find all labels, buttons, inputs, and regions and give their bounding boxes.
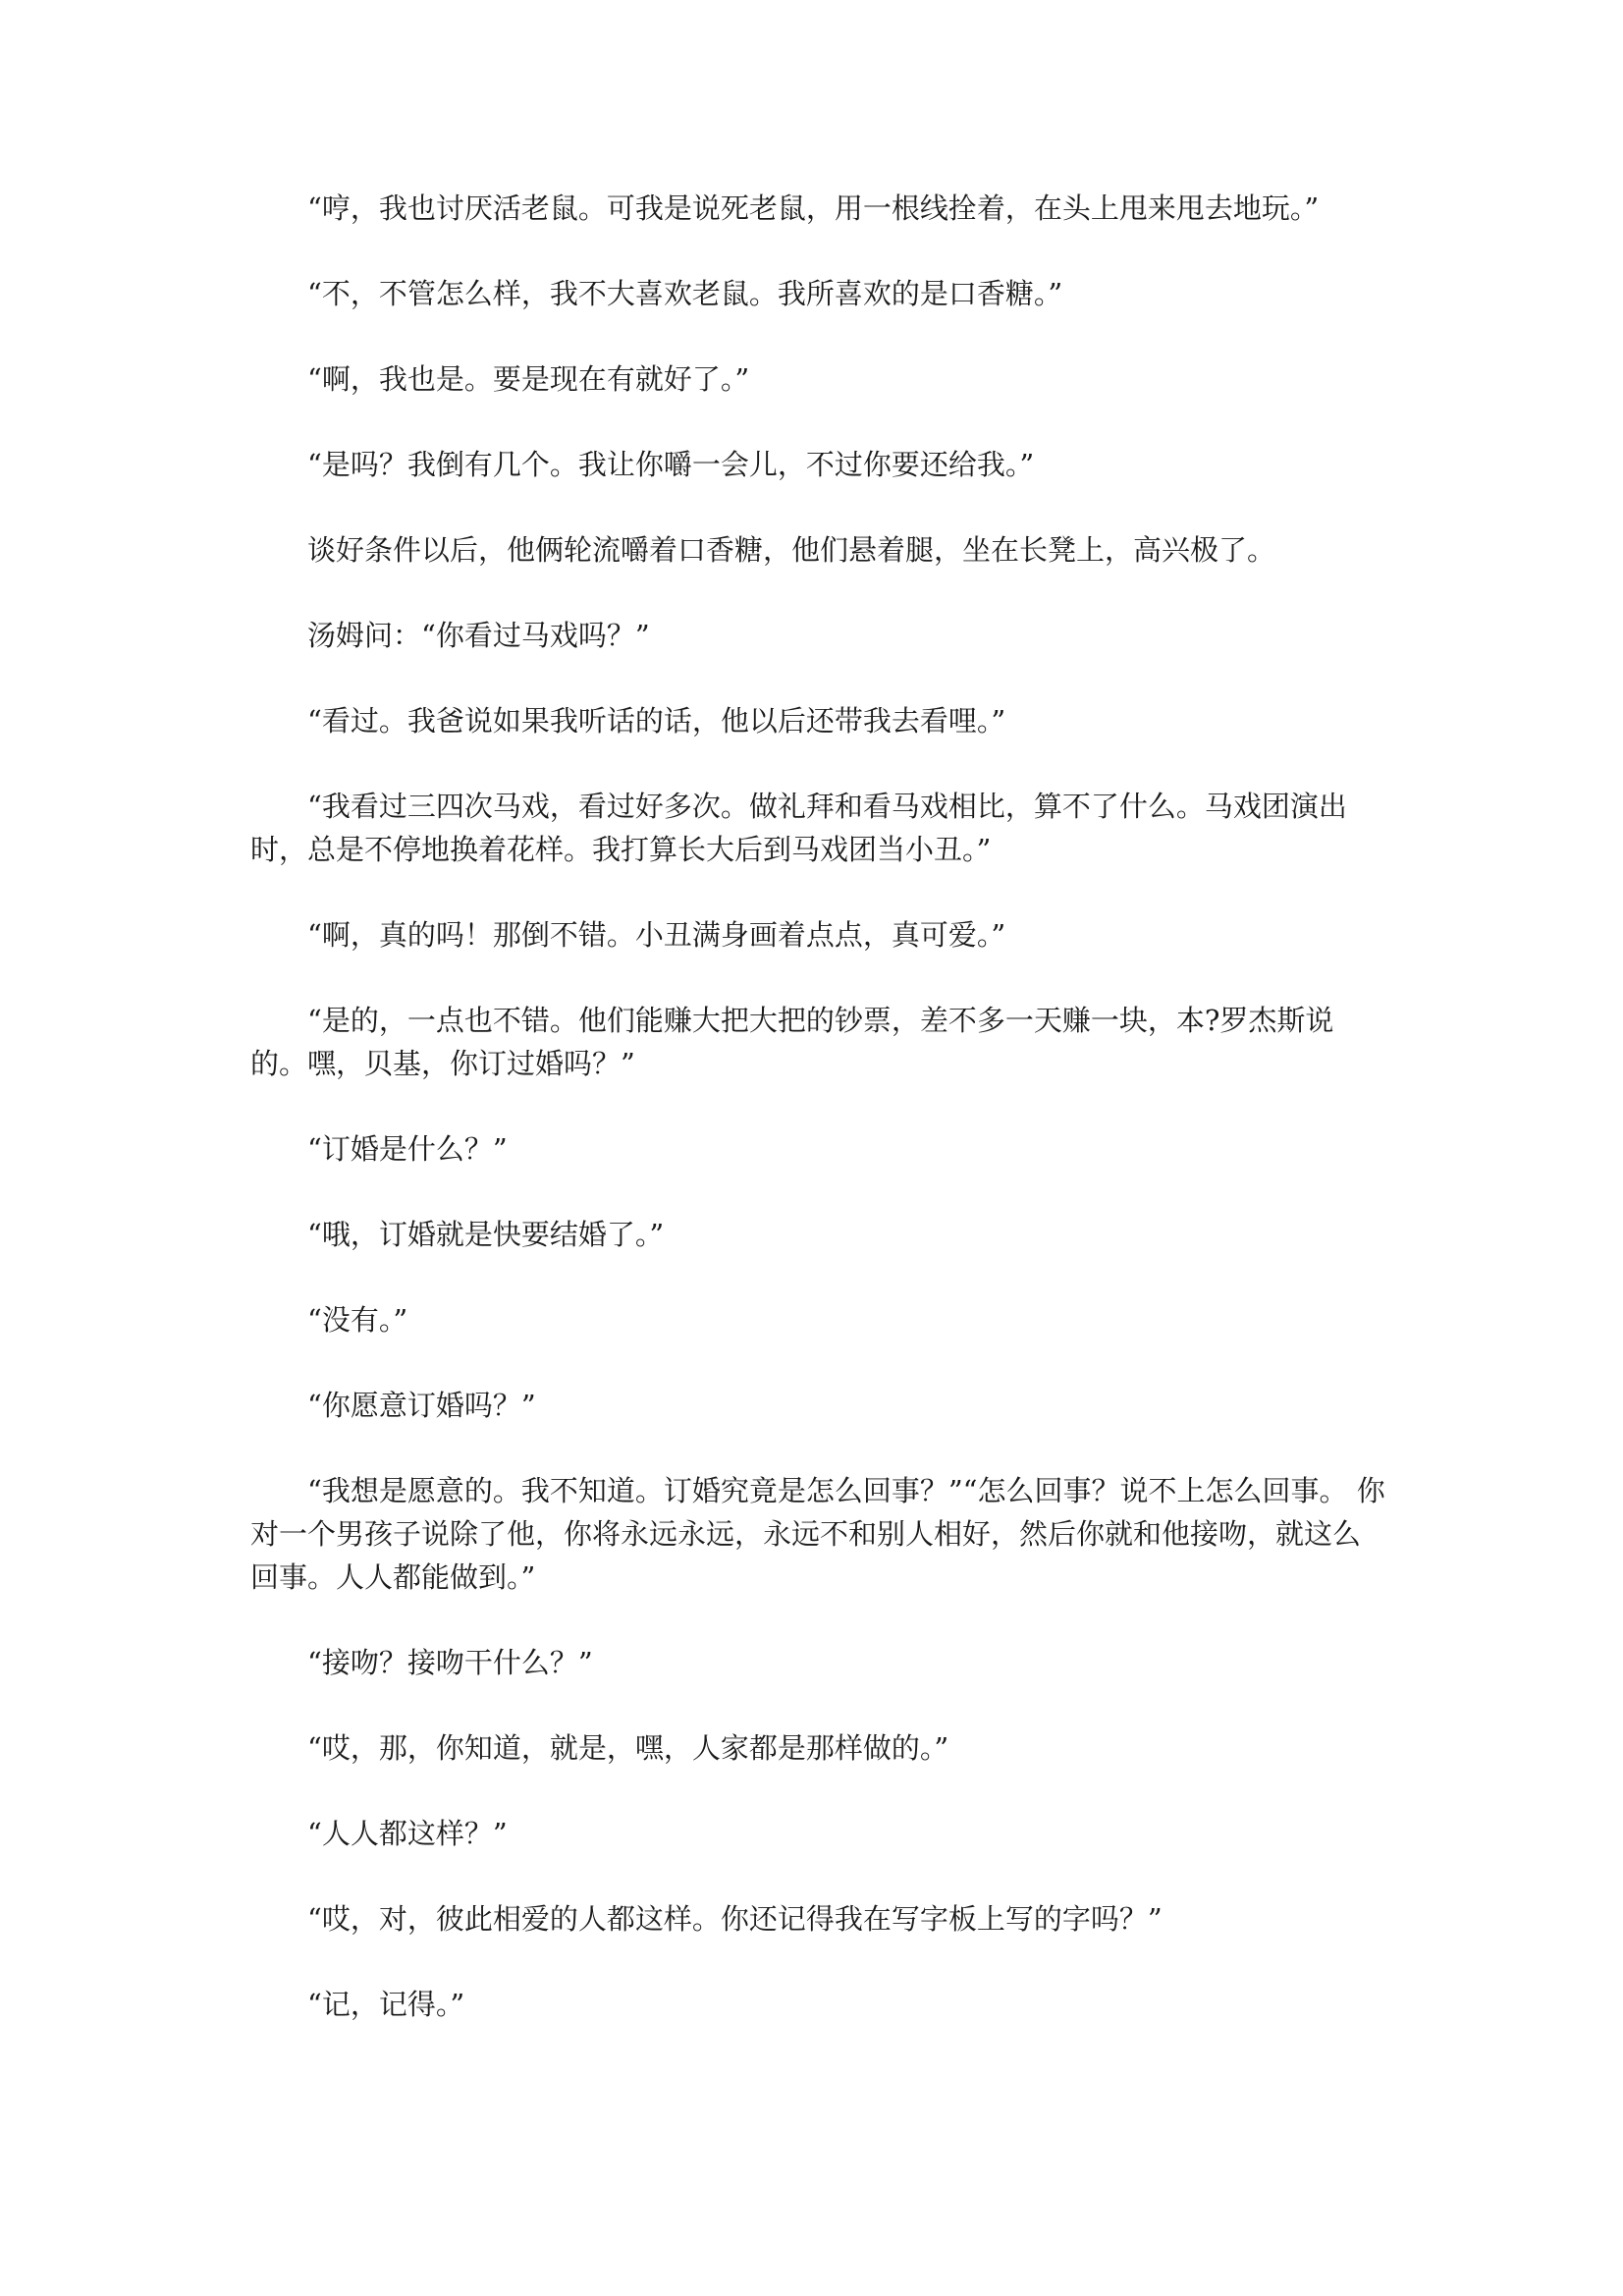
paragraph-18: “人人都这样？”	[307, 1817, 508, 1850]
paragraph-6: 汤姆问：“你看过马戏吗？”	[307, 619, 650, 652]
paragraph-3: “啊，我也是。要是现在有就好了。”	[307, 362, 750, 396]
paragraph-10: “是的，一点也不错。他们能赚大把大把的钞票，差不多一天赚一块，本?罗杰斯说 的。嘿，贝基，你订过婚吗？”	[250, 1004, 1334, 1080]
document-body	[250, 187, 1389, 2026]
paragraph-13: “没有。”	[307, 1303, 408, 1337]
paragraph-2: “不，不管怎么样，我不大喜欢老鼠。我所喜欢的是口香糖。”	[307, 277, 1063, 310]
paragraph-16: “接吻？接吻干什么？”	[307, 1646, 593, 1679]
paragraph-14: “你愿意订婚吗？”	[307, 1389, 536, 1422]
paragraph-11: “订婚是什么？”	[307, 1132, 508, 1166]
paragraph-7: “看过。我爸说如果我听话的话，他以后还带我去看哩。”	[307, 704, 1006, 738]
paragraph-8: “我看过三四次马戏，看过好多次。做礼拜和看马戏相比，算不了什么。马戏团演出 时，总是不停地换着花样。我打算长大后到马戏团当小丑。”	[250, 790, 1347, 866]
paragraph-1: “哼，我也讨厌活老鼠。可我是说死老鼠，用一根线拴着，在头上甩来甩去地玩。”	[307, 191, 1320, 225]
paragraph-19: “哎，对，彼此相爱的人都这样。你还记得我在写字板上写的字吗？”	[307, 1902, 1163, 1936]
paragraph-5: 谈好条件以后，他俩轮流嚼着口香糖，他们悬着腿，坐在长凳上，高兴极了。	[307, 533, 1276, 567]
paragraph-20: “记，记得。”	[307, 1988, 465, 2021]
paragraph-15: “我想是愿意的。我不知道。订婚究竟是怎么回事？”“怎么回事？说不上怎么回事。 你对一个男孩子说除了他，你将永远永远，永远不和别人相好，然后你就和他接吻，就这么 回事。人人都能做到。”	[250, 1474, 1385, 1594]
paragraph-17: “哎，那，你知道，就是，嘿，人家都是那样做的。”	[307, 1731, 949, 1765]
paragraph-4: “是吗？我倒有几个。我让你嚼一会儿，不过你要还给我。”	[307, 448, 1035, 481]
paragraph-12: “哦，订婚就是快要结婚了。”	[307, 1218, 665, 1251]
paragraph-9: “啊，真的吗！那倒不错。小丑满身画着点点，真可爱。”	[307, 918, 1006, 952]
